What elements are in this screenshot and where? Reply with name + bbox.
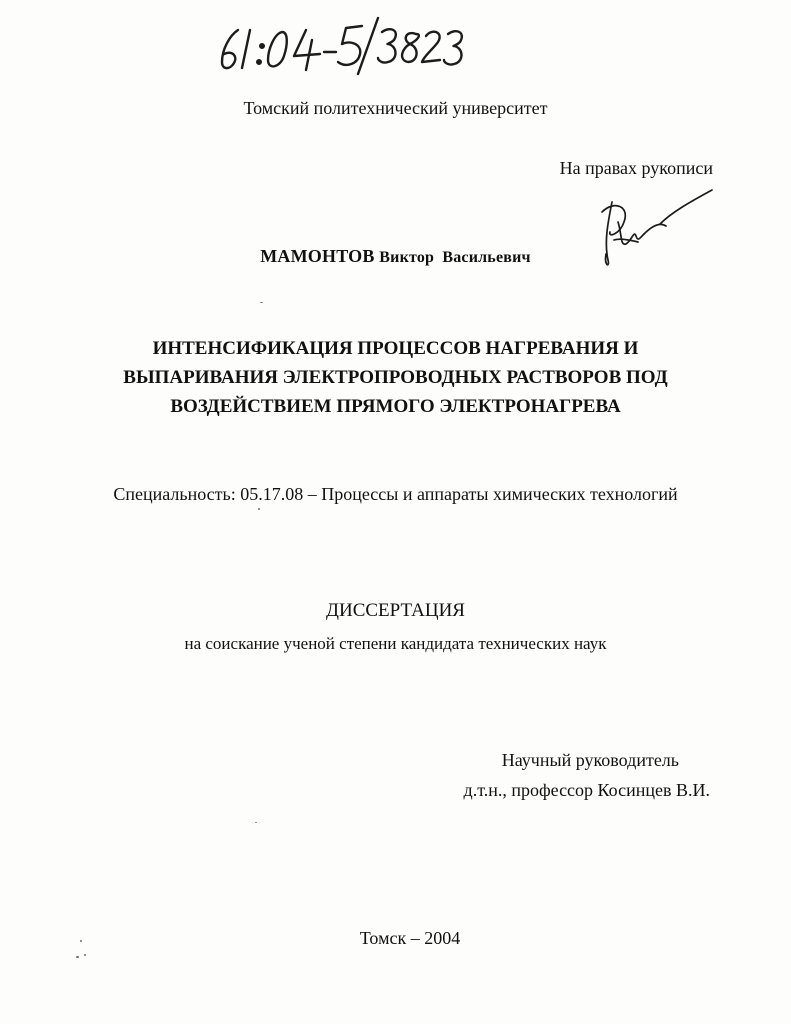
city-year: Томск – 2004 (359, 928, 461, 948)
dissertation-title (0, 334, 791, 421)
degree-line: на соискание ученой степени кандидата технических наук (184, 634, 607, 653)
document-type: ДИССЕРТАЦИЯ (326, 600, 465, 621)
scan-speck (255, 822, 257, 823)
scan-speck (260, 302, 263, 303)
author-name (0, 246, 791, 267)
scan-speck (84, 954, 86, 956)
title-line: ВЫПАРИВАНИЯ ЭЛЕКТРОПРОВОДНЫХ РАСТВОРОВ ПОД (123, 367, 668, 388)
archive-number-handwritten (0, 4, 791, 84)
scan-speck (80, 940, 82, 942)
author-given-names: Виктор Васильевич (379, 249, 531, 266)
author-surname: МАМОНТОВ (260, 246, 375, 266)
title-line: ИНТЕНСИФИКАЦИЯ ПРОЦЕССОВ НАГРЕВАНИЯ И (152, 338, 639, 359)
title-line: ВОЗДЕЙСТВИЕМ ПРЯМОГО ЭЛЕКТРОНАГРЕВА (170, 396, 621, 417)
specialty-line: Специальность: 05.17.08 – Процессы и аппараты химических технологий (113, 484, 678, 504)
manuscript-rights-note: На правах рукописи (559, 158, 713, 178)
scan-speck (258, 508, 260, 510)
supervisor-label: Научный руководитель (501, 750, 679, 770)
university-name: Томский политехнический университет (243, 98, 548, 118)
scan-speck (76, 956, 79, 958)
supervisor-name: д.т.н., профессор Косинцев В.И. (463, 780, 710, 800)
